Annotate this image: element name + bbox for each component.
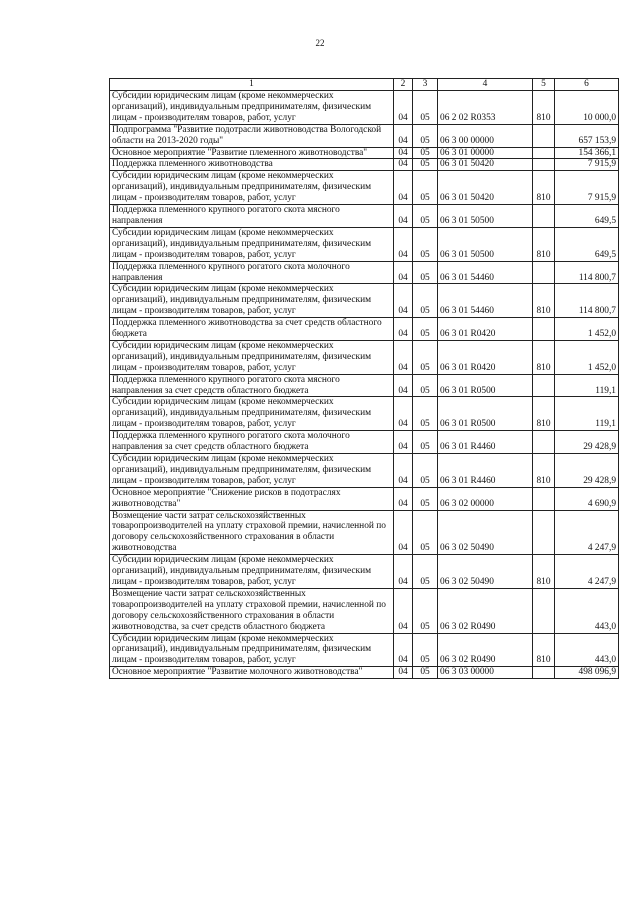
row-target-code: 06 2 02 R0353	[438, 91, 533, 125]
row-section: 04	[394, 667, 413, 679]
table-row	[110, 261, 619, 284]
row-section: 04	[394, 633, 413, 667]
row-section: 04	[394, 159, 413, 171]
row-section: 04	[394, 555, 413, 589]
header-col-4: 4	[438, 79, 533, 91]
row-target-code: 06 3 03 00000	[438, 667, 533, 679]
row-name: Субсидии юридическим лицам (кроме некоммерческих организаций), индивидуальным предпринимателям, физическим лицам - производителям товаров, работ, услуг	[110, 284, 394, 318]
row-name: Субсидии юридическим лицам (кроме некоммерческих организаций), индивидуальным предпринимателям, физическим лицам - производителям товаров, работ, услуг	[110, 91, 394, 125]
row-subsection: 05	[413, 261, 438, 284]
row-section: 04	[394, 397, 413, 431]
row-expense-type: 810	[533, 555, 555, 589]
row-subsection: 05	[413, 374, 438, 397]
row-amount: 4 247,9	[555, 555, 619, 589]
header-row	[110, 79, 619, 91]
table-row	[110, 454, 619, 488]
row-subsection: 05	[413, 487, 438, 510]
row-subsection: 05	[413, 555, 438, 589]
row-expense-type: 810	[533, 91, 555, 125]
header-col-1: 1	[110, 79, 394, 91]
table-row	[110, 487, 619, 510]
row-name: Субсидии юридическим лицам (кроме некоммерческих организаций), индивидуальным предпринимателям, физическим лицам - производителям товаров, работ, услуг	[110, 397, 394, 431]
row-subsection: 05	[413, 340, 438, 374]
row-target-code: 06 3 02 50490	[438, 555, 533, 589]
row-target-code: 06 3 01 R4460	[438, 454, 533, 488]
row-amount: 114 800,7	[555, 284, 619, 318]
row-target-code: 06 3 01 50420	[438, 171, 533, 205]
row-expense-type	[533, 374, 555, 397]
row-subsection: 05	[413, 454, 438, 488]
row-name: Поддержка племенного крупного рогатого скота молочного направления	[110, 261, 394, 284]
row-subsection: 05	[413, 147, 438, 159]
table-row	[110, 159, 619, 171]
row-expense-type: 810	[533, 227, 555, 261]
row-name: Субсидии юридическим лицам (кроме некоммерческих организаций), индивидуальным предпринимателям, физическим лицам - производителям товаров, работ, услуг	[110, 340, 394, 374]
row-expense-type: 810	[533, 340, 555, 374]
table-row	[110, 633, 619, 667]
row-section: 04	[394, 510, 413, 555]
row-target-code: 06 3 01 50500	[438, 205, 533, 228]
row-subsection: 05	[413, 124, 438, 147]
table-row	[110, 91, 619, 125]
row-subsection: 05	[413, 633, 438, 667]
table-row	[110, 205, 619, 228]
row-section: 04	[394, 588, 413, 633]
budget-table	[109, 78, 619, 679]
row-amount: 1 452,0	[555, 340, 619, 374]
row-amount: 114 800,7	[555, 261, 619, 284]
row-name: Субсидии юридическим лицам (кроме некоммерческих организаций), индивидуальным предпринимателям, физическим лицам - производителям товаров, работ, услуг	[110, 555, 394, 589]
row-section: 04	[394, 340, 413, 374]
row-target-code: 06 3 01 50420	[438, 159, 533, 171]
row-target-code: 06 3 01 R0500	[438, 397, 533, 431]
row-section: 04	[394, 205, 413, 228]
row-amount: 657 153,9	[555, 124, 619, 147]
row-target-code: 06 3 02 50490	[438, 510, 533, 555]
page-number: 22	[315, 38, 325, 48]
row-amount: 154 366,1	[555, 147, 619, 159]
table-row	[110, 227, 619, 261]
table-row	[110, 588, 619, 633]
row-section: 04	[394, 454, 413, 488]
row-section: 04	[394, 318, 413, 341]
row-target-code: 06 3 01 R0420	[438, 318, 533, 341]
header-col-5: 5	[533, 79, 555, 91]
row-name: Поддержка племенного крупного рогатого скота мясного направления за счет средств областного бюджета	[110, 374, 394, 397]
row-expense-type: 810	[533, 171, 555, 205]
row-target-code: 06 3 01 54460	[438, 261, 533, 284]
row-name: Субсидии юридическим лицам (кроме некоммерческих организаций), индивидуальным предпринимателям, физическим лицам - производителям товаров, работ, услуг	[110, 454, 394, 488]
table-row	[110, 284, 619, 318]
row-section: 04	[394, 431, 413, 454]
table-row	[110, 340, 619, 374]
row-target-code: 06 3 00 00000	[438, 124, 533, 147]
row-expense-type	[533, 261, 555, 284]
row-target-code: 06 3 01 R0500	[438, 374, 533, 397]
row-subsection: 05	[413, 91, 438, 125]
row-amount: 4 690,9	[555, 487, 619, 510]
row-amount: 7 915,9	[555, 171, 619, 205]
row-expense-type	[533, 159, 555, 171]
row-amount: 10 000,0	[555, 91, 619, 125]
row-amount: 119,1	[555, 374, 619, 397]
row-section: 04	[394, 171, 413, 205]
row-name: Субсидии юридическим лицам (кроме некоммерческих организаций), индивидуальным предпринимателям, физическим лицам - производителям товаров, работ, услуг	[110, 633, 394, 667]
row-name: Основное мероприятие "Развитие племенного животноводства"	[110, 147, 394, 159]
row-expense-type: 810	[533, 397, 555, 431]
row-section: 04	[394, 261, 413, 284]
row-section: 04	[394, 147, 413, 159]
row-amount: 119,1	[555, 397, 619, 431]
row-expense-type	[533, 147, 555, 159]
row-subsection: 05	[413, 510, 438, 555]
row-amount: 498 096,9	[555, 667, 619, 679]
row-amount: 4 247,9	[555, 510, 619, 555]
row-subsection: 05	[413, 588, 438, 633]
row-expense-type	[533, 510, 555, 555]
row-section: 04	[394, 91, 413, 125]
row-amount: 443,0	[555, 588, 619, 633]
table-row	[110, 397, 619, 431]
table-row	[110, 171, 619, 205]
row-subsection: 05	[413, 318, 438, 341]
row-section: 04	[394, 374, 413, 397]
row-amount: 1 452,0	[555, 318, 619, 341]
row-expense-type	[533, 487, 555, 510]
table-row	[110, 667, 619, 679]
table-row	[110, 555, 619, 589]
row-expense-type	[533, 124, 555, 147]
row-subsection: 05	[413, 284, 438, 318]
row-subsection: 05	[413, 205, 438, 228]
row-section: 04	[394, 284, 413, 318]
row-name: Возмещение части затрат сельскохозяйственных товаропроизводителей на уплату страховой премии, начисленной по договору сельскохозяйственного страхования в области животноводства, за счет средств областного бюджета	[110, 588, 394, 633]
row-name: Субсидии юридическим лицам (кроме некоммерческих организаций), индивидуальным предпринимателям, физическим лицам - производителям товаров, работ, услуг	[110, 171, 394, 205]
row-name: Основное мероприятие "Развитие молочного животноводства"	[110, 667, 394, 679]
row-subsection: 05	[413, 667, 438, 679]
row-amount: 29 428,9	[555, 431, 619, 454]
table-row	[110, 318, 619, 341]
row-expense-type	[533, 588, 555, 633]
row-target-code: 06 3 01 54460	[438, 284, 533, 318]
header-col-2: 2	[394, 79, 413, 91]
row-subsection: 05	[413, 397, 438, 431]
row-name: Подпрограмма "Развитие подотрасли животноводства Вологодской области на 2013-2020 годы"	[110, 124, 394, 147]
table-row	[110, 374, 619, 397]
row-amount: 649,5	[555, 227, 619, 261]
row-amount: 649,5	[555, 205, 619, 228]
row-target-code: 06 3 02 00000	[438, 487, 533, 510]
row-target-code: 06 3 02 R0490	[438, 633, 533, 667]
header-col-6: 6	[555, 79, 619, 91]
row-subsection: 05	[413, 227, 438, 261]
table-row	[110, 510, 619, 555]
row-expense-type	[533, 318, 555, 341]
header-col-3: 3	[413, 79, 438, 91]
row-expense-type: 810	[533, 633, 555, 667]
row-target-code: 06 3 01 R0420	[438, 340, 533, 374]
row-name: Возмещение части затрат сельскохозяйственных товаропроизводителей на уплату страховой премии, начисленной по договору сельскохозяйственного страхования в области животноводства	[110, 510, 394, 555]
row-target-code: 06 3 01 00000	[438, 147, 533, 159]
row-expense-type: 810	[533, 284, 555, 318]
row-amount: 7 915,9	[555, 159, 619, 171]
row-name: Поддержка племенного животноводства за счет средств областного бюджета	[110, 318, 394, 341]
row-name: Поддержка племенного крупного рогатого скота мясного направления	[110, 205, 394, 228]
row-subsection: 05	[413, 171, 438, 205]
row-target-code: 06 3 02 R0490	[438, 588, 533, 633]
row-expense-type	[533, 205, 555, 228]
row-name: Поддержка племенного крупного рогатого скота молочного направления за счет средств областного бюджета	[110, 431, 394, 454]
row-target-code: 06 3 01 50500	[438, 227, 533, 261]
row-subsection: 05	[413, 159, 438, 171]
row-target-code: 06 3 01 R4460	[438, 431, 533, 454]
row-name: Поддержка племенного животноводства	[110, 159, 394, 171]
row-section: 04	[394, 487, 413, 510]
row-name: Основное мероприятие "Снижение рисков в подотраслях животноводства"	[110, 487, 394, 510]
table-row	[110, 124, 619, 147]
row-amount: 443,0	[555, 633, 619, 667]
row-amount: 29 428,9	[555, 454, 619, 488]
row-expense-type	[533, 431, 555, 454]
table-row	[110, 147, 619, 159]
row-expense-type	[533, 667, 555, 679]
row-section: 04	[394, 124, 413, 147]
row-section: 04	[394, 227, 413, 261]
row-expense-type: 810	[533, 454, 555, 488]
row-subsection: 05	[413, 431, 438, 454]
row-name: Субсидии юридическим лицам (кроме некоммерческих организаций), индивидуальным предпринимателям, физическим лицам - производителям товаров, работ, услуг	[110, 227, 394, 261]
table-row	[110, 431, 619, 454]
